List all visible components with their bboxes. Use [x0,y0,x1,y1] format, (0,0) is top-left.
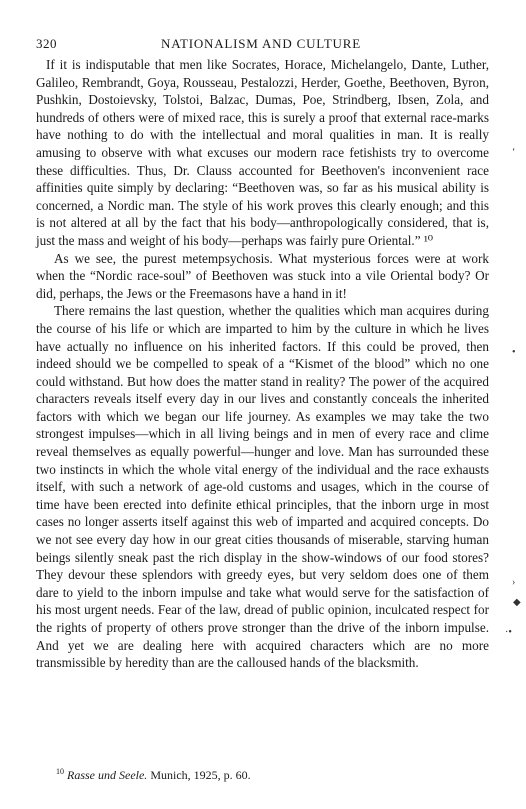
footnote-citation: Munich, 1925, p. 60. [147,768,251,782]
body-text [36,56,489,672]
margin-mark: ‘ [512,147,516,158]
footnote-title: Rasse und Seele. [67,768,148,782]
paragraph: There remains the last question, whether the qualities which man acquires during the course of his life or which are imparted to him by the culture in which he lives have actually no influence on his inherited factors. If this could be proved, then indeed should we be compelled to speak of a “Kismet of the blood” which no one could withstand. But how does the matter stand in reality? The power of the acquired characters reveals itself every day in our lives and constantly conceals the inherited factors with which we began our life journey. As examples we may take the two strongest impulses—which in all living beings and in men of every race and clime reveal themselves as equally powerful—hunger and love. Man has surrounded these two instincts in which the whole vital energy of the individual and the race exhausts itself, with such a network of age-old customs and usages, which in the course of time have been erected into definite ethical principles, that the inborn urge in most cases no longer asserts itself against this web of imparted and acquired concepts. Do we not see every day how in our great cities thousands of miserable, starving human beings silently sneak past the rich display in the show-windows of our food stores? They devour these splendors with greedy eyes, but very seldom does one of them dare to yield to the inborn impulse and take what would serve for the satisfaction of his most urgent needs. Fear of the law, dread of public opinion, inculcated respect for the rights of property of others prove stronger than the drive of the inborn impulse. And yet we are dealing here with acquired characters which are no more transmissible by heredity than are the calloused hands of the blacksmith. [36,303,489,671]
paragraph: As we see, the purest metempsychosis. What mysterious forces were at work when the “Nordic race-soul” of Beethoven was stuck into a vile Oriental body? Or did, perhaps, the Jews or the Freemasons have a hand in it! [36,250,489,301]
paragraph: If it is indisputable that men like Socrates, Horace, Michelangelo, Dante, Luther, Galileo, Rembrandt, Goya, Rousseau, Pestalozzi, Herder, Goethe, Beethoven, Byron, Pushkin, Dostoievsky, Tolstoi, Balzac, Dumas, Poe, Strindberg, Ibsen, Zola, and hundreds of others were of mixed race, this is surely a proof that external race-marks have nothing to do with the intellectual and moral qualities in man. It is really amusing to observe with what excuses our modern race fetishists try to overcome these difficulties. Thus, Dr. Clauss accounted for Beethoven's inconvenient race affinities quite simply by declaring: “Beethoven was, so far as his musical ability is concerned, a Nordic man. The style of his work proves this clearly enough; and this is not altered at all by the fact that his body—anthropologically considered, that is, just the mass and weight of his body—perhaps was fairly pure Oriental.” ¹⁰ [36,57,489,248]
margin-mark: › [512,577,516,588]
margin-mark: • [512,347,516,358]
page-number: 320 [36,36,57,51]
margin-mark: ◆ [513,597,521,608]
footnote [56,765,486,782]
margin-mark: ·• [505,627,512,638]
page-header [36,36,486,54]
running-head: NATIONALISM AND CULTURE [161,36,361,51]
footnote-marker: 10 [56,767,64,776]
